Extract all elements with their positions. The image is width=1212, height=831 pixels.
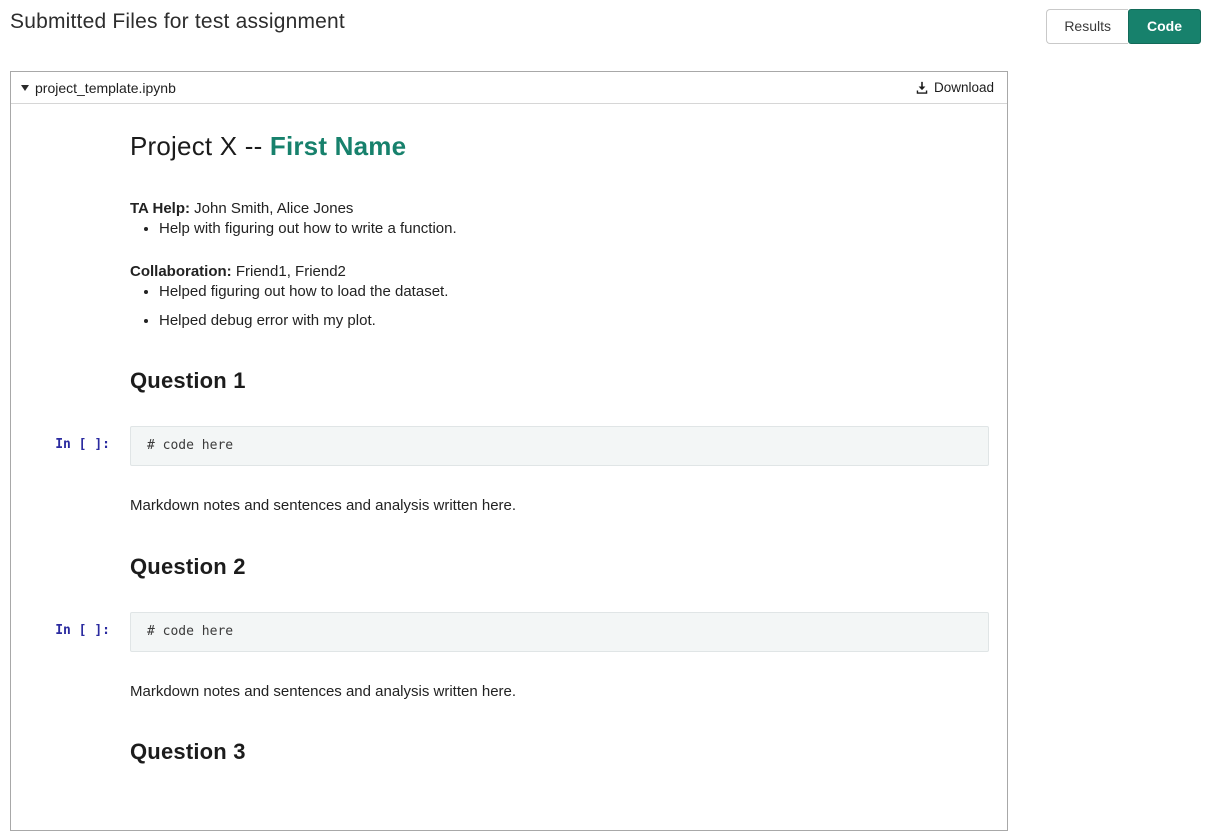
markdown-notes: Markdown notes and sentences and analysis written here. xyxy=(130,682,517,700)
code-cell xyxy=(11,612,1007,652)
collaboration-list xyxy=(130,282,989,332)
download-icon xyxy=(915,81,929,95)
code-input-area[interactable]: # code here xyxy=(130,426,989,466)
markdown-notes: Markdown notes and sentences and analysis written here. xyxy=(130,497,517,515)
notebook-title-prefix: Project X -- xyxy=(130,131,270,161)
input-prompt: In [ ]: xyxy=(55,437,110,453)
submitted-file-panel xyxy=(10,71,1008,831)
prompt-gutter xyxy=(11,652,130,765)
list-item: • Helped debug error with my plot. xyxy=(159,311,989,331)
input-prompt: In [ ]: xyxy=(55,622,110,638)
collaboration-label: Collaboration: xyxy=(130,262,232,280)
list-item: • Help with figuring out how to write a function. xyxy=(159,219,989,239)
code-cell xyxy=(11,426,1007,466)
notebook-preview xyxy=(11,104,1007,765)
download-label: Download xyxy=(933,80,994,95)
text-cell xyxy=(11,652,1007,765)
code-input-area[interactable]: # code here xyxy=(130,612,989,652)
text-cell-intro xyxy=(11,120,1007,394)
student-name-link: First Name xyxy=(269,131,407,161)
question-1-heading: Question 1 xyxy=(130,368,246,394)
page-title: Submitted Files for test assignment xyxy=(10,10,345,33)
collaboration-value: Friend1, Friend2 xyxy=(231,262,346,280)
ta-help-list xyxy=(130,219,989,239)
file-name: project_template.ipynb xyxy=(35,79,176,96)
top-bar xyxy=(0,0,1212,44)
download-link[interactable] xyxy=(915,80,994,95)
ta-help-value: John Smith, Alice Jones xyxy=(190,200,354,217)
file-collapse-toggle[interactable] xyxy=(21,80,176,96)
collaboration-line xyxy=(130,262,989,282)
ta-help-label: TA Help: xyxy=(130,200,190,217)
notebook-title xyxy=(130,131,989,162)
ta-help-line xyxy=(130,199,989,219)
code-button[interactable]: Code xyxy=(1128,9,1201,44)
list-item: • Helped figuring out how to load the dataset. xyxy=(159,282,989,302)
view-toggle xyxy=(1046,9,1201,44)
question-3-heading: Question 3 xyxy=(130,738,246,764)
prompt-gutter xyxy=(11,120,130,394)
text-cell xyxy=(11,466,1007,579)
results-button[interactable]: Results xyxy=(1046,9,1128,44)
question-2-heading: Question 2 xyxy=(130,553,246,579)
file-header xyxy=(11,72,1007,104)
caret-down-icon xyxy=(21,85,29,91)
prompt-gutter xyxy=(11,466,130,579)
